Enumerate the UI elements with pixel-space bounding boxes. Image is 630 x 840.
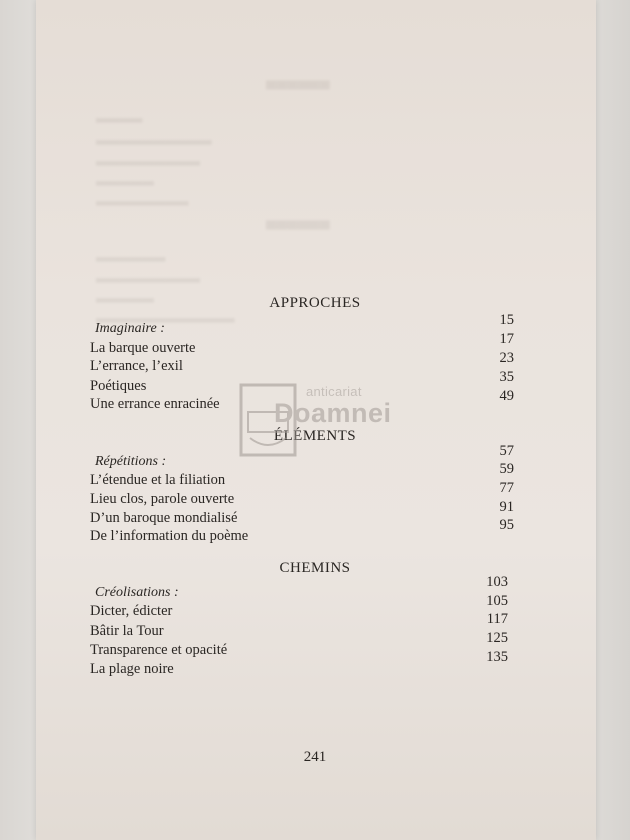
toc-entry: La barque ouverte <box>90 340 196 356</box>
toc-entry: De l’information du poème <box>90 528 249 544</box>
toc-entry: Dicter, édicter <box>90 603 173 619</box>
page-number: 105 <box>486 593 508 609</box>
watermark <box>238 380 438 460</box>
page-number: 15 <box>499 312 514 328</box>
page-number: 57 <box>499 443 514 459</box>
watermark-small-text: anticariat <box>306 384 362 399</box>
section-title-elements: ÉLÉMENTS <box>273 428 357 444</box>
page-number: 17 <box>499 331 514 347</box>
toc-entry: Une errance enracinée <box>90 396 220 412</box>
page-number: 35 <box>499 369 514 385</box>
toc-entry: D’un baroque mondialisé <box>90 510 238 526</box>
page-number: 77 <box>499 480 514 496</box>
section-label-creolisations: Créolisations : <box>95 585 179 600</box>
toc-entry: L’errance, l’exil <box>90 358 183 374</box>
section-label-imaginaire: Imaginaire : <box>95 321 165 336</box>
section-title-chemins: CHEMINS <box>279 560 351 576</box>
watermark-big-text: Doamnei <box>274 398 392 428</box>
toc-entry: Lieu clos, parole ouverte <box>90 491 235 507</box>
page-number: 59 <box>499 461 514 477</box>
folio-page-number: 241 <box>303 749 327 765</box>
toc-entry: Poétiques <box>90 378 147 394</box>
toc-entry: Transparence et opacité <box>90 642 228 658</box>
section-label-repetitions: Répétitions : <box>95 454 167 469</box>
page-number: 135 <box>486 649 508 665</box>
toc-entry: Bâtir la Tour <box>90 623 164 639</box>
page-number: 91 <box>499 499 514 515</box>
page-number: 103 <box>486 574 508 590</box>
show-through-text: ▀▀▀▀▀▀ ▂▂▂▂ ▂▂▂▂▂▂▂▂▂▂ ▂▂▂▂▂▂▂▂▂ ▂▂▂▂▂ ▂▂▂▂▂▂▂▂ ▀▀▀▀▀▀ ▂▂▂▂▂▂ ▂▂▂▂▂▂▂▂▂ ▂▂▂▂▂ ▂▂▂▂▂▂▂▂▂▂▂▂ <box>96 82 330 323</box>
section-title-approches: APPROCHES <box>269 295 361 311</box>
page-number: 125 <box>486 630 508 646</box>
page-number: 49 <box>499 388 514 404</box>
page-number: 23 <box>499 350 514 366</box>
toc-entry: L’étendue et la filiation <box>90 472 226 488</box>
page-number: 117 <box>486 611 508 627</box>
page-number: 95 <box>499 517 514 533</box>
toc-entry: La plage noire <box>90 661 174 677</box>
